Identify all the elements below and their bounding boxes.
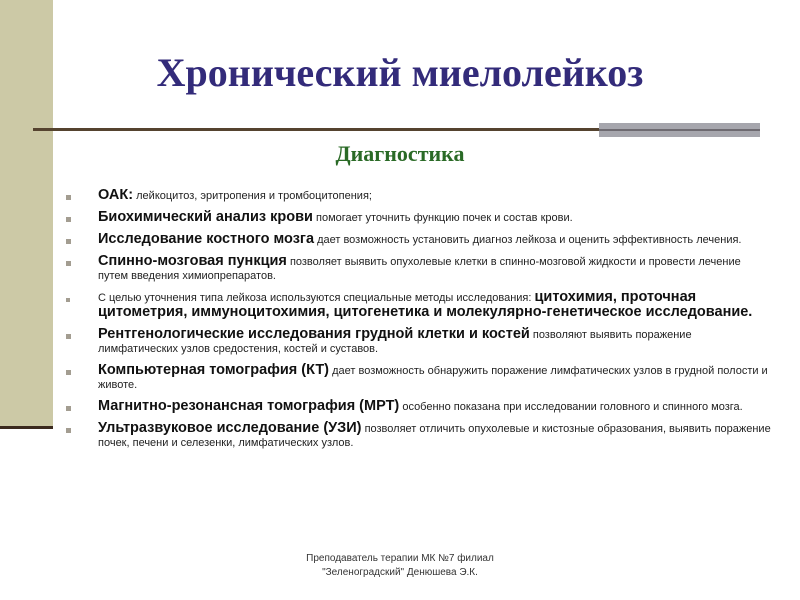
list-item <box>63 290 773 320</box>
bullet-icon <box>66 217 71 222</box>
item-text: позволяет отличить опухолевые и кистозные образования, выявить поражение почек, печени и селезенки, лимфатических узлов. <box>98 423 771 449</box>
item-term: цитохимия, проточная цитометрия, иммуноцитохимия, цитогенетика и молекулярно-генетическое исследование. <box>98 289 753 320</box>
list-item <box>63 188 773 203</box>
item-text: лейкоцитоз, эритропения и тромбоцитопения; <box>136 190 372 202</box>
bullet-icon <box>66 406 71 411</box>
bullet-icon <box>66 298 70 302</box>
item-term: Ультразвуковое исследование (УЗИ) <box>98 420 362 436</box>
item-term: Спинно-мозговая пункция <box>98 253 287 269</box>
item-term: Рентгенологические исследования грудной клетки и костей <box>98 326 530 342</box>
footer <box>0 552 800 580</box>
list-item <box>63 210 773 225</box>
item-text: позволяет выявить опухолевые клетки в спинно-мозговой жидкости и провести лечение путем введения химиопрепаратов. <box>98 256 741 282</box>
item-text: дает возможность установить диагноз лейкоза и оценить эффективность лечения. <box>317 234 742 246</box>
item-term: ОАК: <box>98 187 134 203</box>
title-accent-line <box>599 129 760 131</box>
bullet-icon <box>66 334 71 339</box>
list-item <box>63 254 773 283</box>
list-item <box>63 363 773 392</box>
title-underline <box>33 128 601 131</box>
bullet-icon <box>66 239 71 244</box>
item-text: особенно показана при исследовании головного и спинного мозга. <box>402 401 743 413</box>
bullet-icon <box>66 195 71 200</box>
footer-line-2: "Зеленоградский" Денюшева Э.К. <box>322 567 478 578</box>
item-text: дает возможность обнаружить поражение лимфатических узлов в грудной полости и животе. <box>98 365 768 391</box>
bullet-icon <box>66 261 71 266</box>
footer-line-1: Преподаватель терапии МК №7 филиал <box>306 553 494 564</box>
list-item <box>63 327 773 356</box>
item-text: помогает уточнить функцию почек и состав крови. <box>316 212 573 224</box>
slide-subtitle: Диагностика <box>335 141 465 166</box>
sidebar-divider <box>0 426 53 429</box>
item-text: позволяют выявить поражение лимфатических узлов средостения, костей и суставов. <box>98 329 692 355</box>
diagnostics-list <box>63 188 773 457</box>
bullet-icon <box>66 370 71 375</box>
item-term: Магнитно-резонансная томография (МРТ) <box>98 398 400 414</box>
list-item <box>63 232 773 247</box>
item-term: Биохимический анализ крови <box>98 209 313 225</box>
item-intro: С целью уточнения типа лейкоза используются специальные методы исследования: <box>98 292 532 304</box>
item-term: Компьютерная томография (КТ) <box>98 362 330 378</box>
item-term: Исследование костного мозга <box>98 231 315 247</box>
list-item <box>63 421 773 450</box>
list-item <box>63 399 773 414</box>
bullet-icon <box>66 428 71 433</box>
slide-title: Хронический миелолейкоз <box>156 50 644 95</box>
